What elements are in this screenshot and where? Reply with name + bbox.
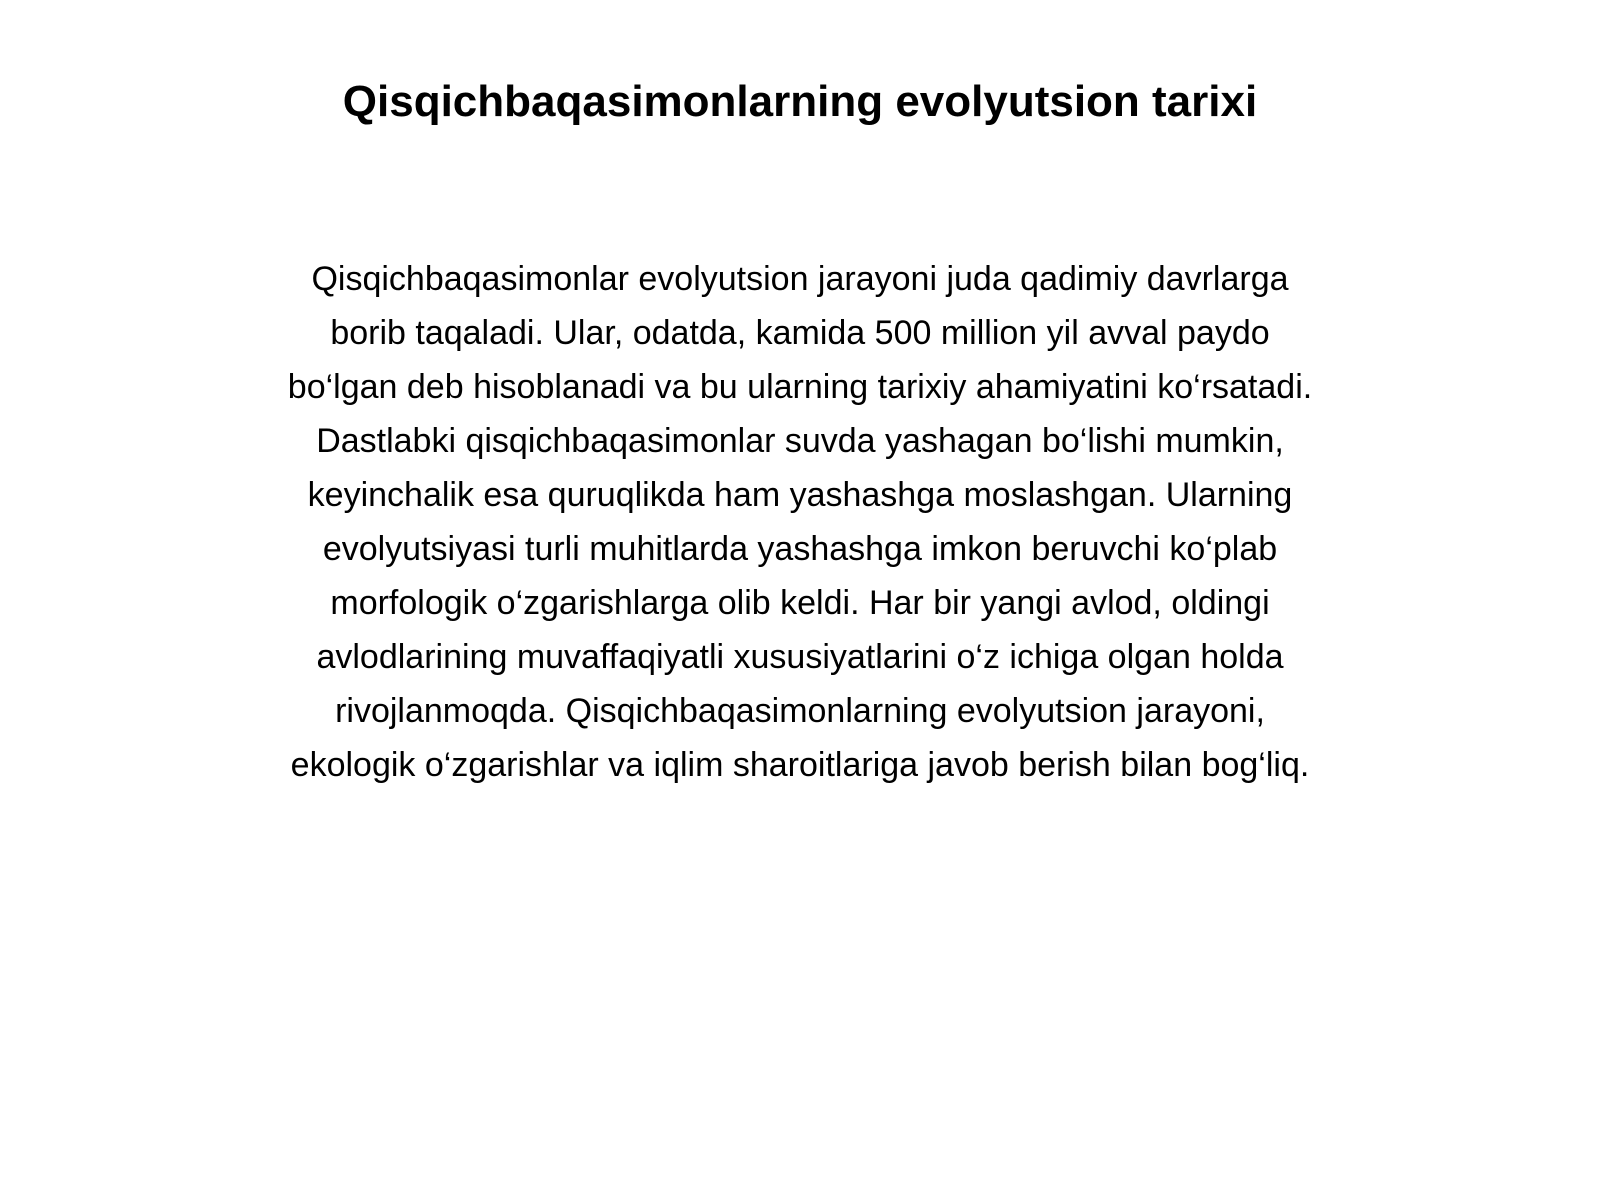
- slide-title: Qisqichbaqasimonlarning evolyutsion tarixi: [342, 77, 1258, 126]
- body-line: Qisqichbaqasimonlar evolyutsion jarayoni juda qadimiy davrlarga: [311, 260, 1289, 298]
- body-line: keyinchalik esa quruqlikda ham yashashga moslashgan. Ularning: [307, 476, 1293, 514]
- body-line: rivojlanmoqda. Qisqichbaqasimonlarning evolyutsion jarayoni,: [335, 692, 1265, 730]
- body-line: Dastlabki qisqichbaqasimonlar suvda yashagan bo‘lishi mumkin,: [316, 422, 1284, 460]
- body-line: evolyutsiyasi turli muhitlarda yashashga imkon beruvchi ko‘plab: [322, 530, 1278, 568]
- body-line: ekologik o‘zgarishlar va iqlim sharoitlariga javob berish bilan bog‘liq.: [290, 746, 1310, 784]
- body-line: morfologik o‘zgarishlarga olib keldi. Har bir yangi avlod, oldingi: [330, 584, 1270, 622]
- body-line: bo‘lgan deb hisoblanadi va bu ularning tarixiy ahamiyatini ko‘rsatadi.: [287, 368, 1313, 406]
- body-line: avlodlarining muvaffaqiyatli xususiyatlarini o‘z ichiga olgan holda: [316, 638, 1284, 676]
- slide-body-text: [170, 252, 1430, 792]
- body-line: borib taqaladi. Ular, odatda, kamida 500 million yil avval paydo: [330, 314, 1270, 352]
